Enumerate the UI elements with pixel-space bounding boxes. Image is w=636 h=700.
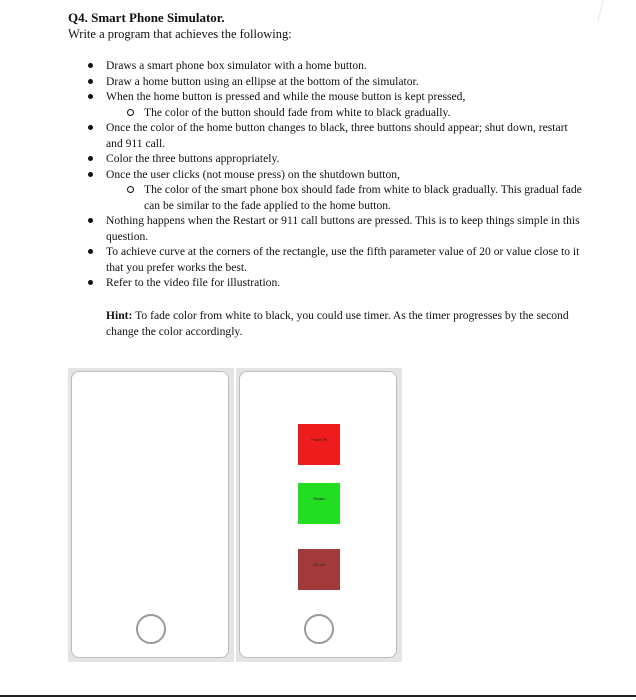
list-item: Nothing happens when the Restart or 911 call buttons are pressed. This is to keep things simple in this question. (86, 213, 586, 244)
home-button[interactable] (136, 614, 166, 644)
restart-button[interactable]: Restart (298, 483, 340, 524)
phone-screenshot-left (68, 368, 234, 662)
list-item (86, 167, 586, 214)
home-button[interactable] (304, 614, 334, 644)
phone-screenshot-right (236, 368, 402, 662)
list-item: To achieve curve at the corners of the rectangle, use the fifth parameter value of 20 or value close to it that you prefer works the best. (86, 244, 586, 275)
sub-list-item: The color of the button should fade from white to black gradually. (106, 105, 586, 121)
list-item: Once the color of the home button changes to black, three buttons should appear; shut down, restart and 911 call. (86, 120, 586, 151)
question-subtitle: Write a program that achieves the following: (68, 27, 292, 41)
list-item: Color the three buttons appropriately. (86, 151, 586, 167)
list-item (86, 89, 586, 120)
hint-label: Hint: (106, 309, 133, 322)
question-title: Q4. Smart Phone Simulator. (68, 10, 225, 25)
list-item-text: When the home button is pressed and while the mouse button is kept pressed, (106, 90, 466, 103)
sub-list-item: The color of the smart phone box should fade from white to black gradually. This gradual fade can be similar to the fade applied to the home button. (106, 182, 586, 213)
hint-text: To fade color from white to black, you could use timer. As the timer progresses by the second change the color accordingly. (106, 309, 569, 338)
page-bottom-rule (0, 695, 636, 697)
power-off-button[interactable]: Power Off (298, 424, 340, 465)
call-911-button[interactable]: 911 call (298, 549, 340, 590)
corner-mark (589, 0, 603, 22)
hint-paragraph (106, 308, 586, 339)
list-item: Draws a smart phone box simulator with a home button. (86, 58, 586, 74)
list-item: Refer to the video file for illustration. (86, 275, 586, 291)
sub-list (106, 182, 586, 213)
sub-list (106, 105, 586, 121)
requirements-list (86, 58, 586, 291)
list-item: Draw a home button using an ellipse at the bottom of the simulator. (86, 74, 586, 90)
list-item-text: Once the user clicks (not mouse press) on the shutdown button, (106, 167, 400, 181)
